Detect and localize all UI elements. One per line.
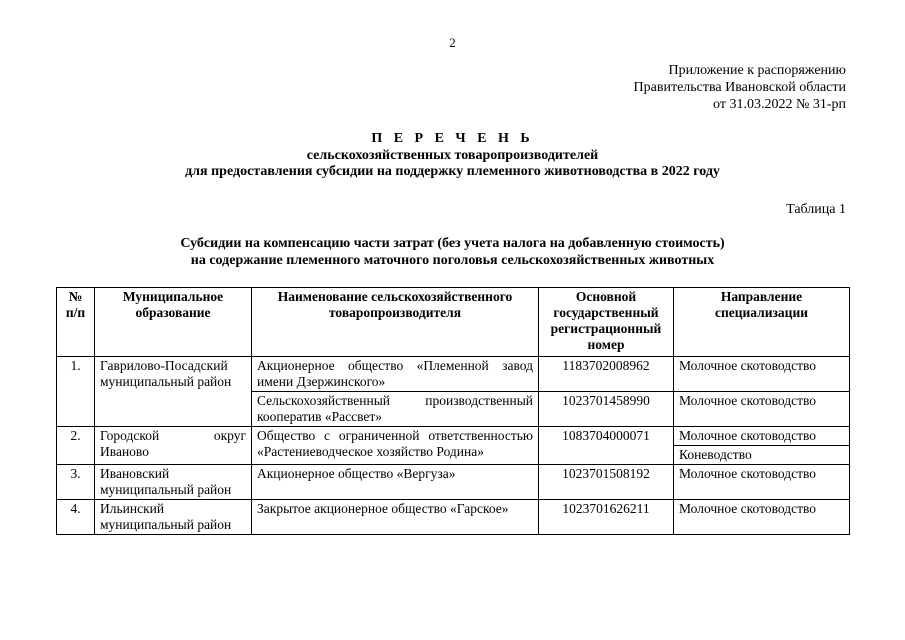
row-producer: Сельскохозяйственный производственный кооператив «Рассвет» <box>252 392 539 427</box>
row-specialization: Молочное скотоводство <box>674 500 850 535</box>
title-line-3: для предоставления субсидии на поддержку племенного животноводства в 2022 году <box>185 164 720 179</box>
row-num: 4. <box>57 500 95 535</box>
row-producer: Акционерное общество «Племенной завод имени Дзержинского» <box>252 357 539 392</box>
row-ogrn: 1023701458990 <box>539 392 674 427</box>
row-ogrn: 1183702008962 <box>539 357 674 392</box>
row-municipality: Городской округ Иваново <box>95 427 252 465</box>
title-line-2: сельскохозяйственных товаропроизводителей <box>306 147 599 163</box>
row-ogrn: 1083704000071 <box>539 427 674 465</box>
row-municipality: Ивановский муниципальный район <box>95 465 252 500</box>
subtitle-line-1: Субсидии на компенсацию части затрат (без учета налога на добавленную стоимость) <box>180 236 725 251</box>
table-row <box>57 357 850 392</box>
appendix-line-3: от 31.03.2022 № 31-рп <box>713 97 846 112</box>
appendix-line-1: Приложение к распоряжению <box>668 63 846 78</box>
appendix-line-2: Правительства Ивановской области <box>633 80 846 95</box>
row-specialization: Молочное скотоводство <box>674 392 850 427</box>
row-specialization: Молочное скотоводство <box>674 427 850 446</box>
table-row <box>57 427 850 446</box>
row-ogrn: 1023701626211 <box>539 500 674 535</box>
row-specialization: Молочное скотоводство <box>674 357 850 392</box>
header-specialization: Направление специализации <box>674 288 850 357</box>
row-num: 2. <box>57 427 95 465</box>
row-specialization: Коневодство <box>674 446 850 465</box>
appendix-block <box>634 62 846 113</box>
header-ogrn: Основной государственный регистрационный номер <box>539 288 674 357</box>
header-producer: Наименование сельскохозяйственного товаропроизводителя <box>252 288 539 357</box>
page-number: 2 <box>449 35 456 50</box>
table-subtitle <box>0 236 905 269</box>
title-heading: П Е Р Е Ч Е Н Ь <box>371 131 534 146</box>
subtitle-line-2: на содержание племенного маточного поголовья сельскохозяйственных животных <box>190 252 715 268</box>
row-producer: Акционерное общество «Вергуза» <box>252 465 539 500</box>
header-municipality: Муниципальное образование <box>95 288 252 357</box>
table-row <box>57 500 850 535</box>
row-municipality: Гаврилово-Посадский муниципальный район <box>95 357 252 427</box>
row-municipality: Ильинский муниципальный район <box>95 500 252 535</box>
table-row <box>57 465 850 500</box>
producers-table <box>56 287 850 535</box>
row-num: 1. <box>57 357 95 427</box>
row-specialization: Молочное скотоводство <box>674 465 850 500</box>
row-producer: Закрытое акционерное общество «Гарское» <box>252 500 539 535</box>
table-header-row <box>57 288 850 357</box>
row-ogrn: 1023701508192 <box>539 465 674 500</box>
header-num: № п/п <box>57 288 95 357</box>
row-num: 3. <box>57 465 95 500</box>
document-title <box>0 131 905 181</box>
row-producer: Общество с ограниченной ответственностью «Растениеводческое хозяйство Родина» <box>252 427 539 465</box>
table-label: Таблица 1 <box>786 202 846 217</box>
